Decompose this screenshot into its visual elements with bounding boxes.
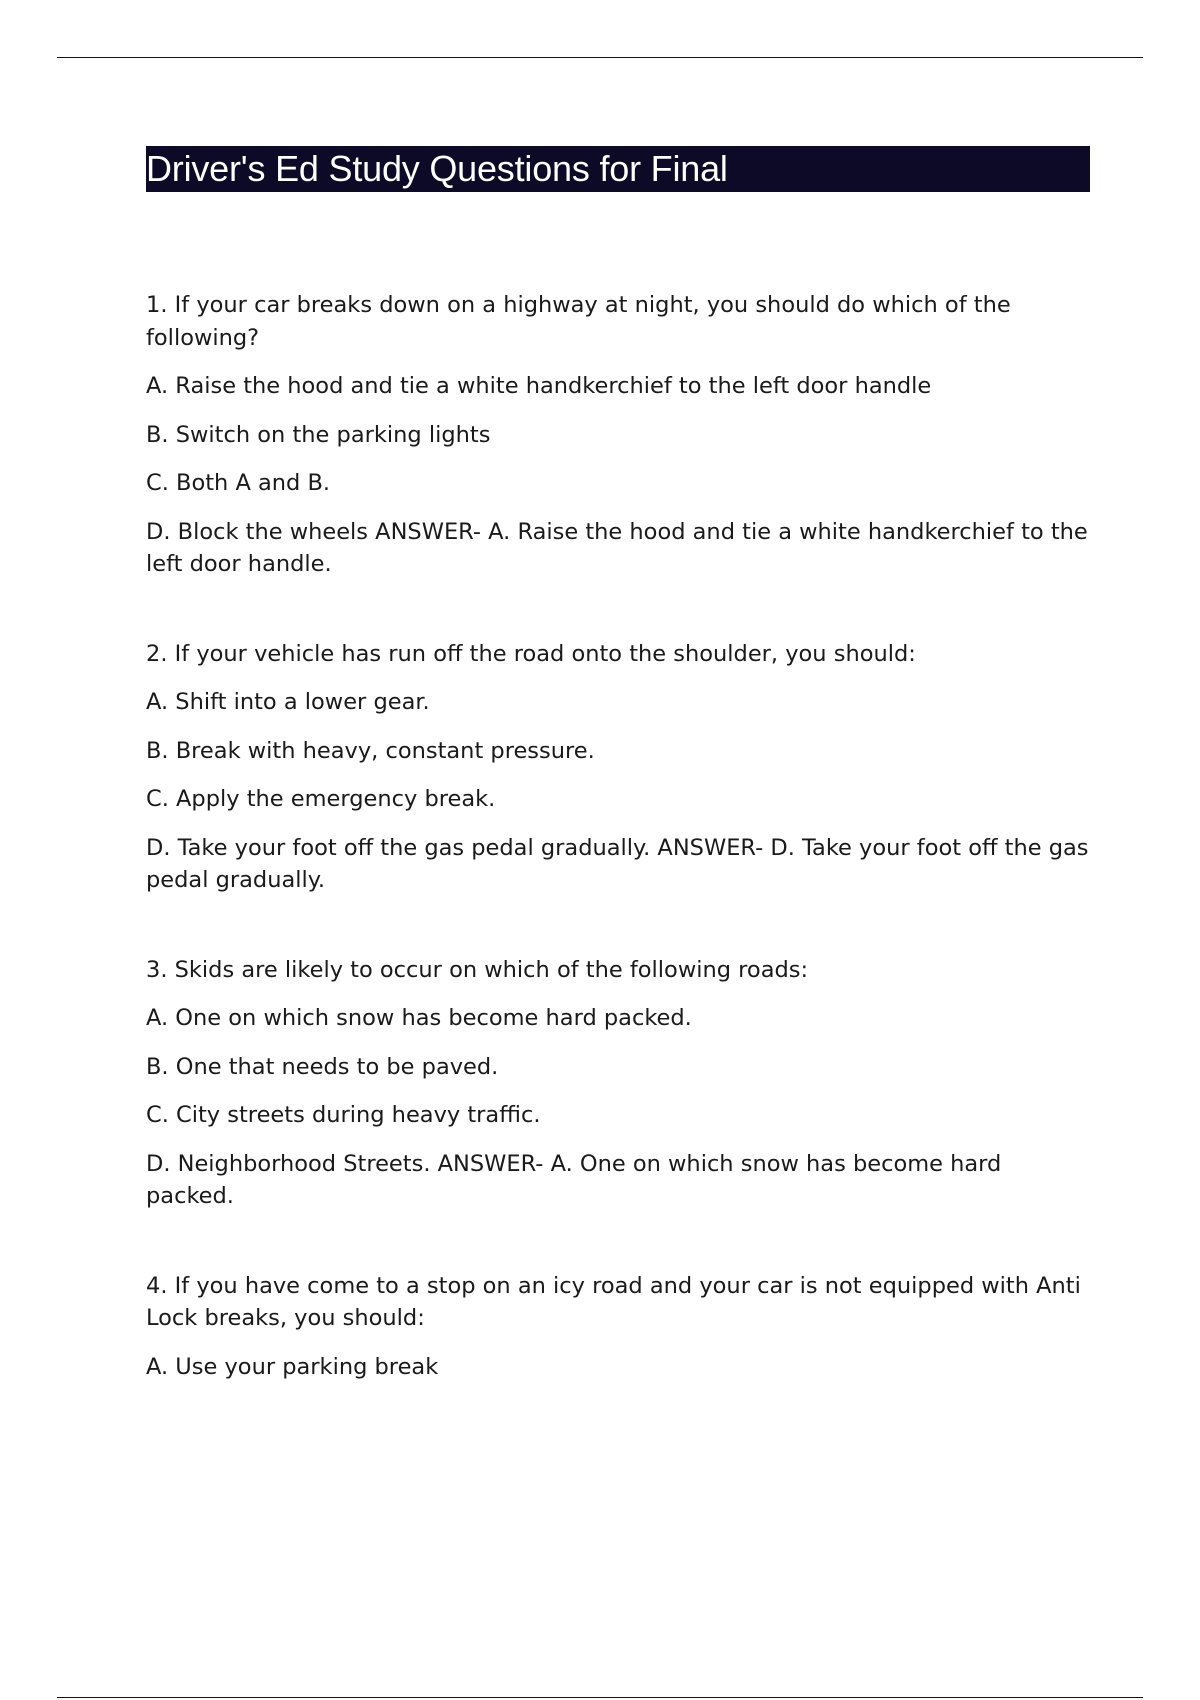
answer-option: B. Switch on the parking lights [146, 421, 491, 448]
title-banner [146, 146, 1090, 192]
question-text: 2. If your vehicle has run off the road onto the shoulder, you should: [146, 640, 916, 667]
question-text: 3. Skids are likely to occur on which of the following roads: [146, 956, 809, 983]
answer-option: C. Apply the emergency break. [146, 786, 496, 812]
question-block [146, 1270, 1090, 1384]
answer-option: A. Use your parking break [146, 1353, 439, 1380]
answer-option: A. Shift into a lower gear. [146, 689, 430, 715]
answer-option: D. Neighborhood Streets. ANSWER- A. One on which snow has become hard packed. [146, 1150, 1002, 1209]
footer-rule [57, 1697, 1143, 1698]
question-block [146, 638, 1090, 897]
header-rule [57, 57, 1143, 58]
question-text: 4. If you have come to a stop on an icy road and your car is not equipped with Anti Lock breaks, you should: [146, 1272, 1081, 1331]
answer-option: B. One that needs to be paved. [146, 1053, 499, 1080]
answer-option: A. One on which snow has become hard packed. [146, 1005, 692, 1031]
question-block [146, 289, 1090, 581]
answer-option: C. City streets during heavy traffic. [146, 1102, 541, 1128]
document-body [146, 146, 1090, 1383]
answer-option: C. Both A and B. [146, 470, 331, 496]
question-list [146, 289, 1090, 1383]
answer-option: D. Block the wheels ANSWER- A. Raise the hood and tie a white handkerchief to the left door handle. [146, 518, 1088, 577]
answer-option: B. Break with heavy, constant pressure. [146, 737, 595, 764]
question-block [146, 954, 1090, 1213]
answer-option: A. Raise the hood and tie a white handkerchief to the left door handle [146, 373, 932, 399]
question-text: 1. If your car breaks down on a highway at night, you should do which of the following? [146, 292, 1011, 351]
answer-option: D. Take your foot off the gas pedal gradually. ANSWER- D. Take your foot off the gas pedal gradually. [146, 834, 1089, 893]
document-title: Driver's Ed Study Questions for Final [146, 148, 728, 189]
